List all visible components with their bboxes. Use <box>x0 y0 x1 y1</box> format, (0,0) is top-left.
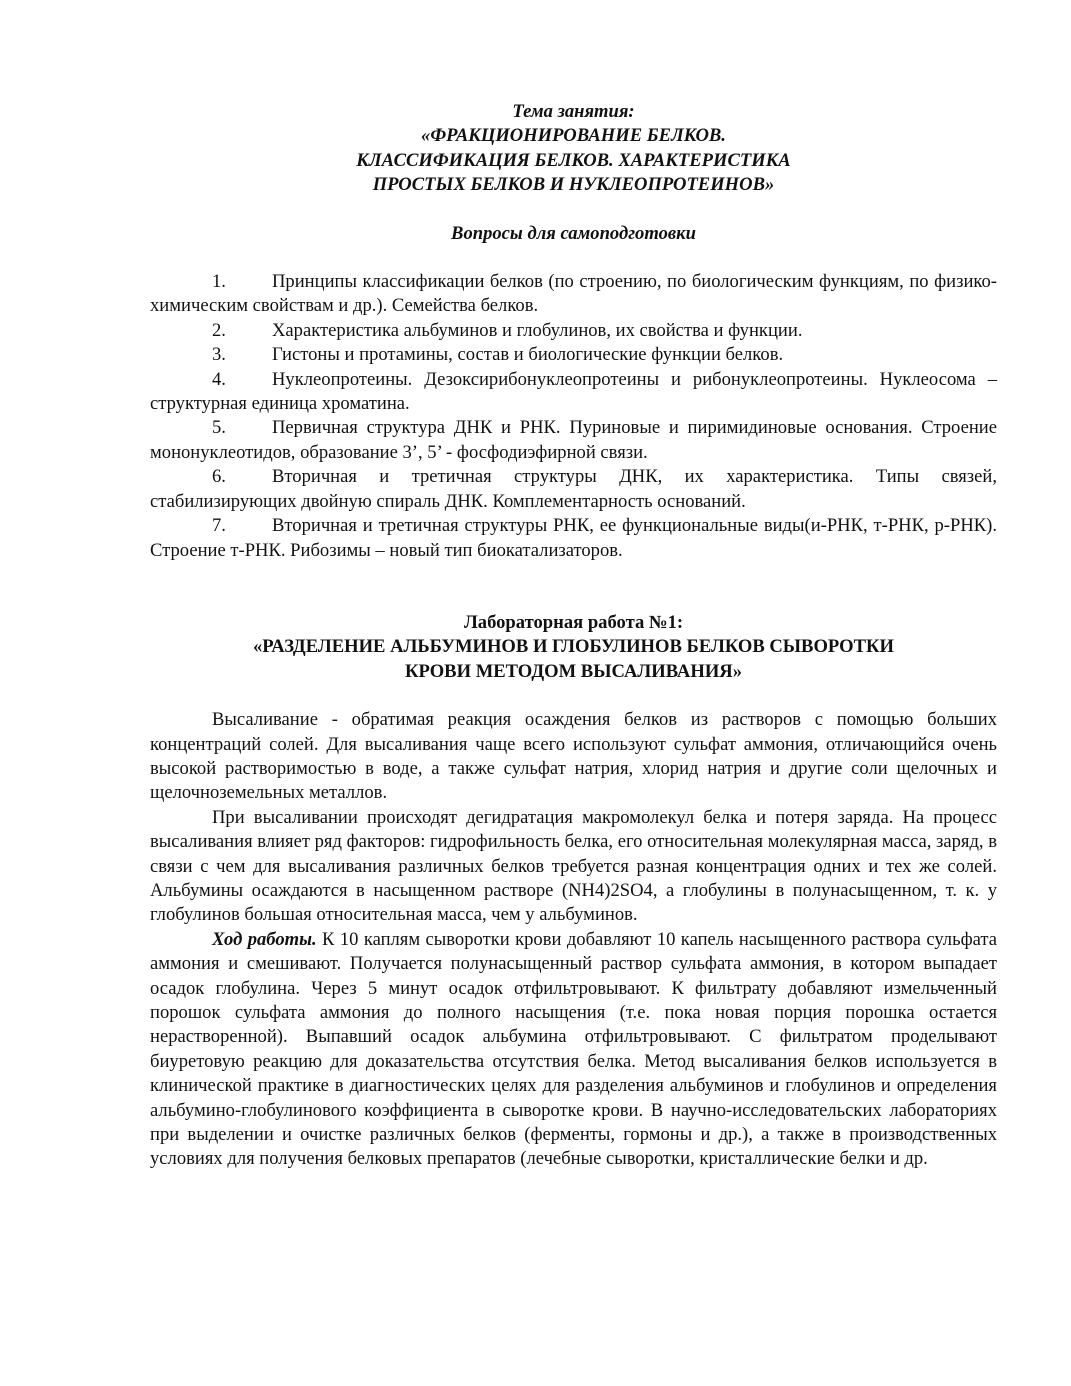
lab-paragraph-factors: При высаливании происходят дегидратация макромолекул белка и потеря заряда. На процесс высаливания влияет ряд факторов: гидрофильность белка, его относительная молекулярная масса, заряд, в связи с чем для высаливания различных белков требуется разная концентрация одних и тех же солей. Альбумины осаждаются в насыщенном растворе (NH4)2SO4, а глобулины в полунасыщенном, т. к. у глобулинов большая относительная масса, чем у альбуминов. <box>150 806 997 926</box>
question-item <box>150 319 997 343</box>
questions-heading: Вопросы для самоподготовки <box>451 222 696 244</box>
question-number: 2. <box>212 319 226 341</box>
topic-title-line: ПРОСТЫХ БЕЛКОВ И НУКЛЕОПРОТЕИНОВ» <box>372 174 775 196</box>
question-number: 4. <box>212 368 226 390</box>
lab-paragraph-salting-out: Высаливание - обратимая реакция осаждения белков из растворов с помощью больших концентраций солей. Для высаливания чаще всего используют сульфат аммония, отличающийся очень высокой растворимостью в воде, а также сульфат натрия, хлорид натрия и другие соли щелочных и щелочноземельных металлов. <box>150 709 997 804</box>
question-item <box>150 368 997 417</box>
lab-paragraph-procedure <box>150 928 997 1172</box>
question-number: 6. <box>212 466 226 488</box>
question-text: Гистоны и протамины, состав и биологические функции белков. <box>272 344 784 366</box>
question-number: 1. <box>212 271 226 293</box>
procedure-text: К 10 каплям сыворотки крови добавляют 10 капель насыщенного раствора сульфата аммония и смешивают. Получается полунасыщенный раствор сульфата аммония, в котором выпадает осадок глобулина. Через 5 минут осадок отфильтровывают. К фильтрату добавляют измельченный порошок сульфата аммония до полного насыщения (т.е. пока новая порция порошка остается нерастворенной). Выпавший осадок альбумина отфильтровывают. С фильтратом проделывают биуретовую реакцию для доказательства отсутствия белка. Метод высаливания белков используется в клинической практике в диагностических целях для разделения альбуминов и глобулинов и определения альбумино-глобулинового коэффициента в сыворотке крови. В научно-исследовательских лабораториях при выделении и очистке различных белков (ферменты, гормоны и др.), а также в производственных условиях для получения белковых препаратов (лечебные сыворотки, кристаллические белки и др. <box>150 928 997 1170</box>
lab-header <box>150 611 997 684</box>
procedure-label: Ход работы. <box>212 928 317 950</box>
question-item <box>150 343 997 367</box>
question-number: 7. <box>212 515 226 537</box>
question-text: Принципы классификации белков (по строению, по биологическим функциям, по физико-химическим свойствам и др.). Семейства белков. <box>150 271 997 317</box>
question-number: 3. <box>212 344 226 366</box>
topic-title-line: КЛАССИФИКАЦИЯ БЕЛКОВ. ХАРАКТЕРИСТИКА <box>356 149 791 171</box>
question-item <box>150 270 997 319</box>
question-text: Характеристика альбуминов и глобулинов, их свойства и функции. <box>272 319 803 341</box>
question-item <box>150 465 997 514</box>
question-text: Нуклеопротеины. Дезоксирибонуклеопротеины и рибонуклеопротеины. Нуклеосома – структурная единица хроматина. <box>150 368 997 415</box>
question-item <box>150 514 997 563</box>
topic-label: Тема занятия: <box>512 101 635 122</box>
lab-title-line: КРОВИ МЕТОДОМ ВЫСАЛИВАНИЯ» <box>404 660 743 682</box>
topic-title-line: «ФРАКЦИОНИРОВАНИЕ БЕЛКОВ. <box>421 125 726 147</box>
question-text: Первичная структура ДНК и РНК. Пуриновые и пиримидиновые основания. Строение мононуклеотидов, образование 3’, 5’ - фосфодиэфирной связи. <box>150 417 997 463</box>
question-text: Вторичная и третичная структуры ДНК, их характеристика. Типы связей, стабилизирующих двойную спираль ДНК. Комплементарность оснований. <box>150 466 997 512</box>
document-page <box>150 100 997 1172</box>
topic-header <box>150 100 997 198</box>
lab-title-line: «РАЗДЕЛЕНИЕ АЛЬБУМИНОВ И ГЛОБУЛИНОВ БЕЛКОВ СЫВОРОТКИ <box>253 636 894 658</box>
question-text: Вторичная и третичная структуры РНК, ее функциональные виды(и-РНК, т-РНК, р-РНК). Строение т-РНК. Рибозимы – новый тип биокатализаторов. <box>150 515 997 561</box>
question-number: 5. <box>212 417 226 439</box>
lab-label: Лабораторная работа №1: <box>463 611 684 633</box>
question-item <box>150 416 997 465</box>
questions-list <box>150 270 997 563</box>
